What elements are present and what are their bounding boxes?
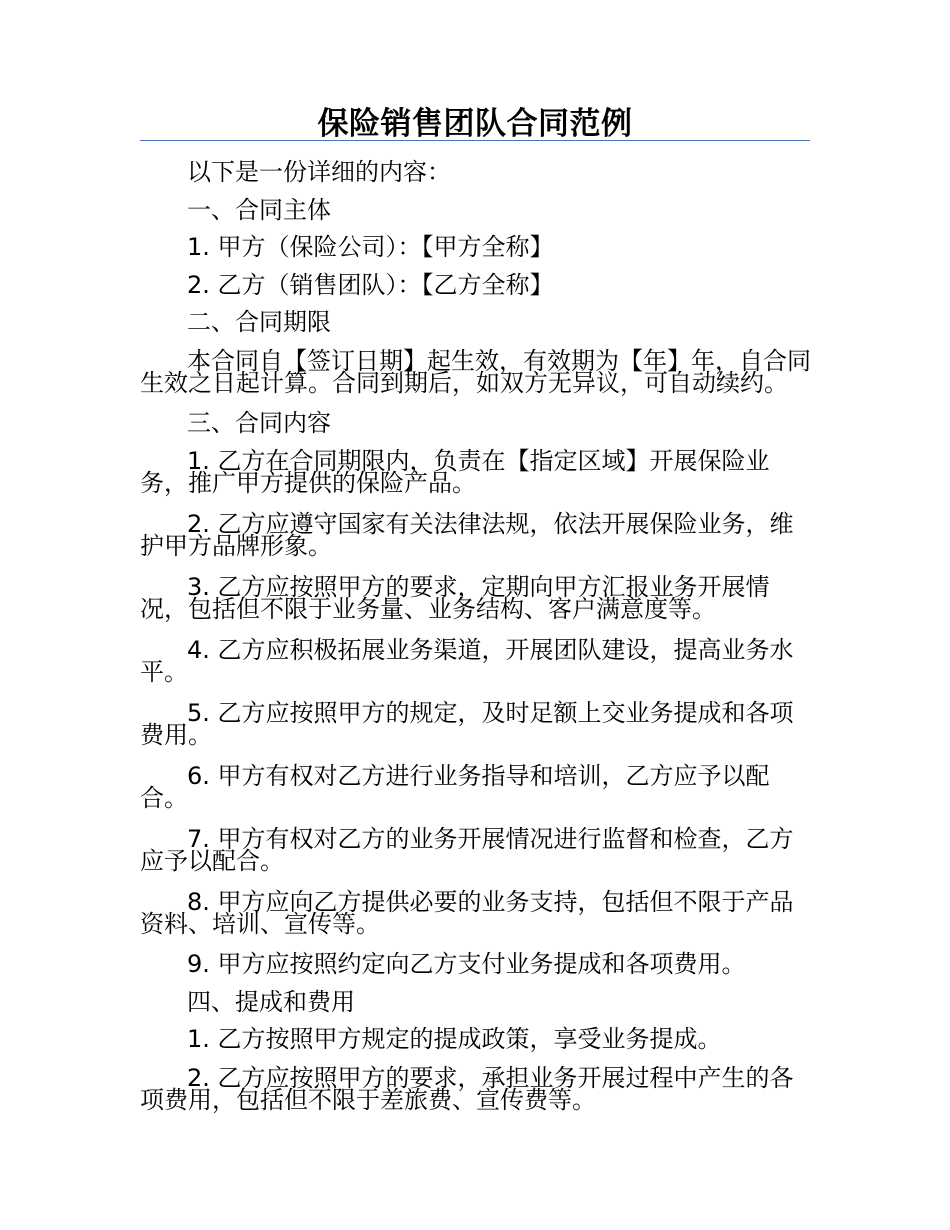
section-heading-term: 二、合同期限: [187, 308, 331, 336]
content-clause-6: 6. 甲方有权对乙方进行业务指导和培训，乙方应予以配合。: [140, 762, 770, 812]
document-title: 保险销售团队合同范例: [317, 106, 633, 142]
content-clause-3: 3. 乙方应按照甲方的要求，定期向甲方汇报业务开展情况，包括但不限于业务量、业务结构、客户满意度等。: [140, 573, 770, 623]
section-heading-commission: 四、提成和费用: [187, 987, 355, 1016]
commission-clause-2: 2. 乙方应按照甲方的要求，承担业务开展过程中产生的各项费用，包括但不限于差旅费、宣传费等。: [140, 1063, 794, 1114]
section-heading-parties: 一、合同主体: [187, 195, 331, 224]
document-body: [140, 154, 812, 1122]
term-paragraph: 本合同自【签订日期】起生效，有效期为【年】年，自合同生效之日起计算。合同到期后，如双方无异议，可自动续约。: [140, 346, 811, 397]
content-clause-1: 1. 乙方在合同期限内，负责在【指定区域】开展保险业务，推广甲方提供的保险产品。: [140, 447, 770, 497]
party-b-line: 2. 乙方（销售团队）：【乙方全称】: [187, 270, 554, 299]
intro-paragraph: 以下是一份详细的内容：: [187, 158, 451, 186]
content-clause-4: 4. 乙方应积极拓展业务渠道，开展团队建设，提高业务水平。: [140, 636, 794, 686]
content-clause-2: 2. 乙方应遵守国家有关法律法规，依法开展保险业务，维护甲方品牌形象。: [140, 510, 794, 560]
commission-clause-1: 1. 乙方按照甲方规定的提成政策，享受业务提成。: [187, 1025, 722, 1053]
section-heading-content: 三、合同内容: [187, 408, 331, 437]
title-underline: [140, 140, 810, 141]
content-clause-7: 7. 甲方有权对乙方的业务开展情况进行监督和检查，乙方应予以配合。: [140, 825, 794, 875]
party-a-line: 1. 甲方（保险公司）：【甲方全称】: [187, 233, 554, 261]
content-clause-8: 8. 甲方应向乙方提供必要的业务支持，包括但不限于产品资料、培训、宣传等。: [140, 888, 794, 938]
content-clause-5: 5. 乙方应按照甲方的规定，及时足额上交业务提成和各项费用。: [140, 699, 794, 749]
content-clause-9: 9. 甲方应按照约定向乙方支付业务提成和各项费用。: [187, 950, 746, 978]
